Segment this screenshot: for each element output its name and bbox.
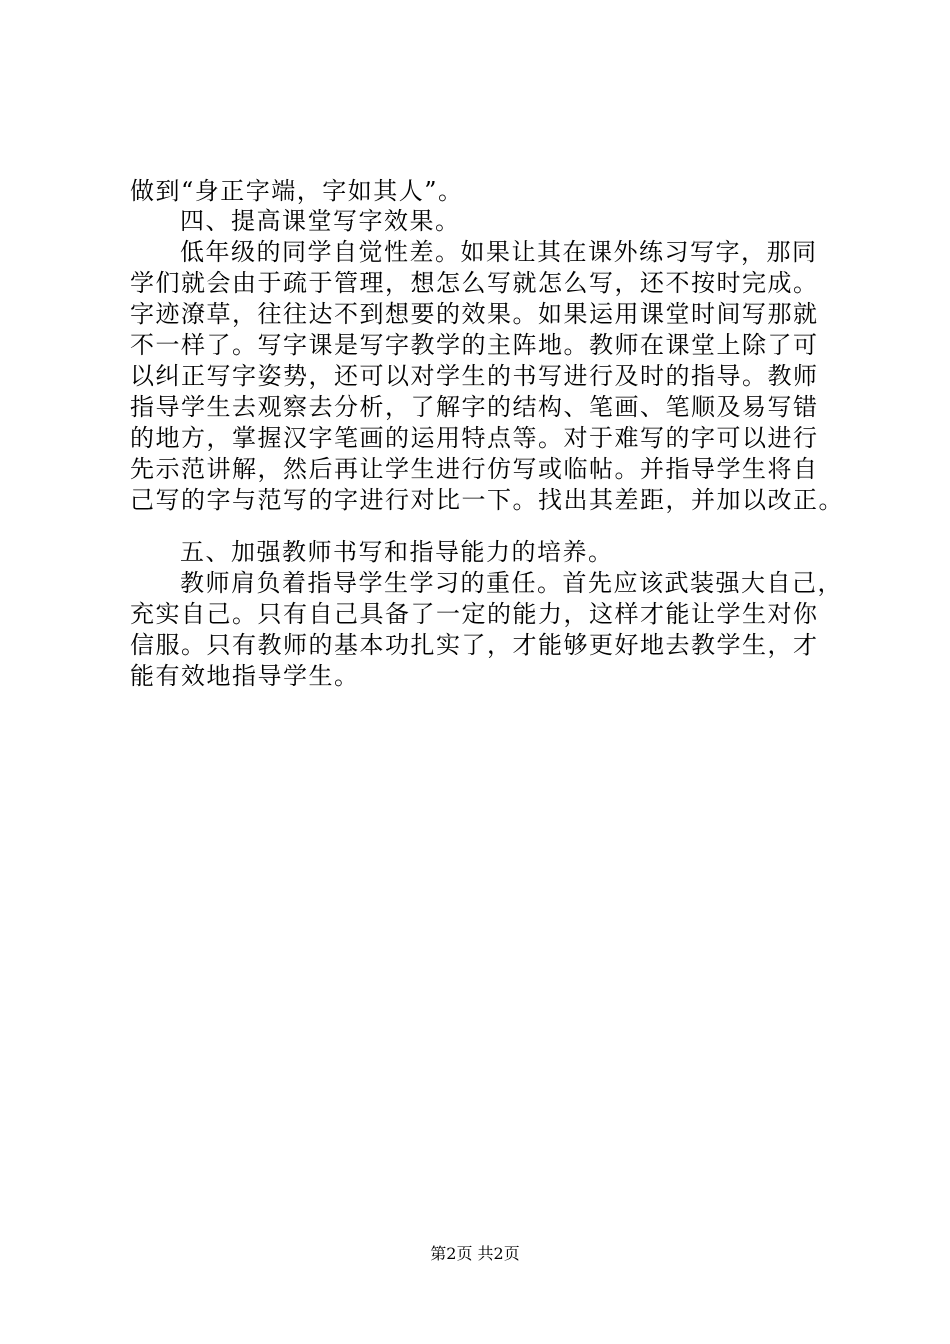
body-line: 信服。只有教师的基本功扎实了，才能够更好地去教学生，才: [130, 631, 819, 659]
body-line: 充实自己。只有自己具备了一定的能力，这样才能让学生对你: [130, 600, 819, 628]
body-line: 低年级的同学自觉性差。如果让其在课外练习写字，那同: [180, 238, 818, 266]
section-heading: 五、加强教师书写和指导能力的培养。: [180, 538, 614, 566]
body-line: 指导学生去观察去分析，了解字的结构、笔画、笔顺及易写错: [130, 393, 819, 421]
body-line: 己写的字与范写的字进行对比一下。找出其差距，并加以改正。: [130, 486, 844, 514]
section-heading: 四、提高课堂写字效果。: [180, 207, 461, 235]
body-line: 学们就会由于疏于管理，想怎么写就怎么写，还不按时完成。: [130, 269, 819, 297]
body-line: 先示范讲解，然后再让学生进行仿写或临帖。并指导学生将自: [130, 455, 819, 483]
page-number-footer: 第2页 共2页: [430, 1244, 520, 1263]
body-line: 做到“身正字端，字如其人”。: [130, 177, 464, 205]
body-line: 不一样了。写字课是写字教学的主阵地。教师在课堂上除了可: [130, 331, 819, 359]
body-line: 的地方，掌握汉字笔画的运用特点等。对于难写的字可以进行: [130, 424, 819, 452]
body-line: 以纠正写字姿势，还可以对学生的书写进行及时的指导。教师: [130, 362, 819, 390]
body-line: 教师肩负着指导学生学习的重任。首先应该武装强大自己，: [180, 569, 843, 597]
body-line: 能有效地指导学生。: [130, 662, 360, 690]
body-line: 字迹潦草，往往达不到想要的效果。如果运用课堂时间写那就: [130, 300, 819, 328]
